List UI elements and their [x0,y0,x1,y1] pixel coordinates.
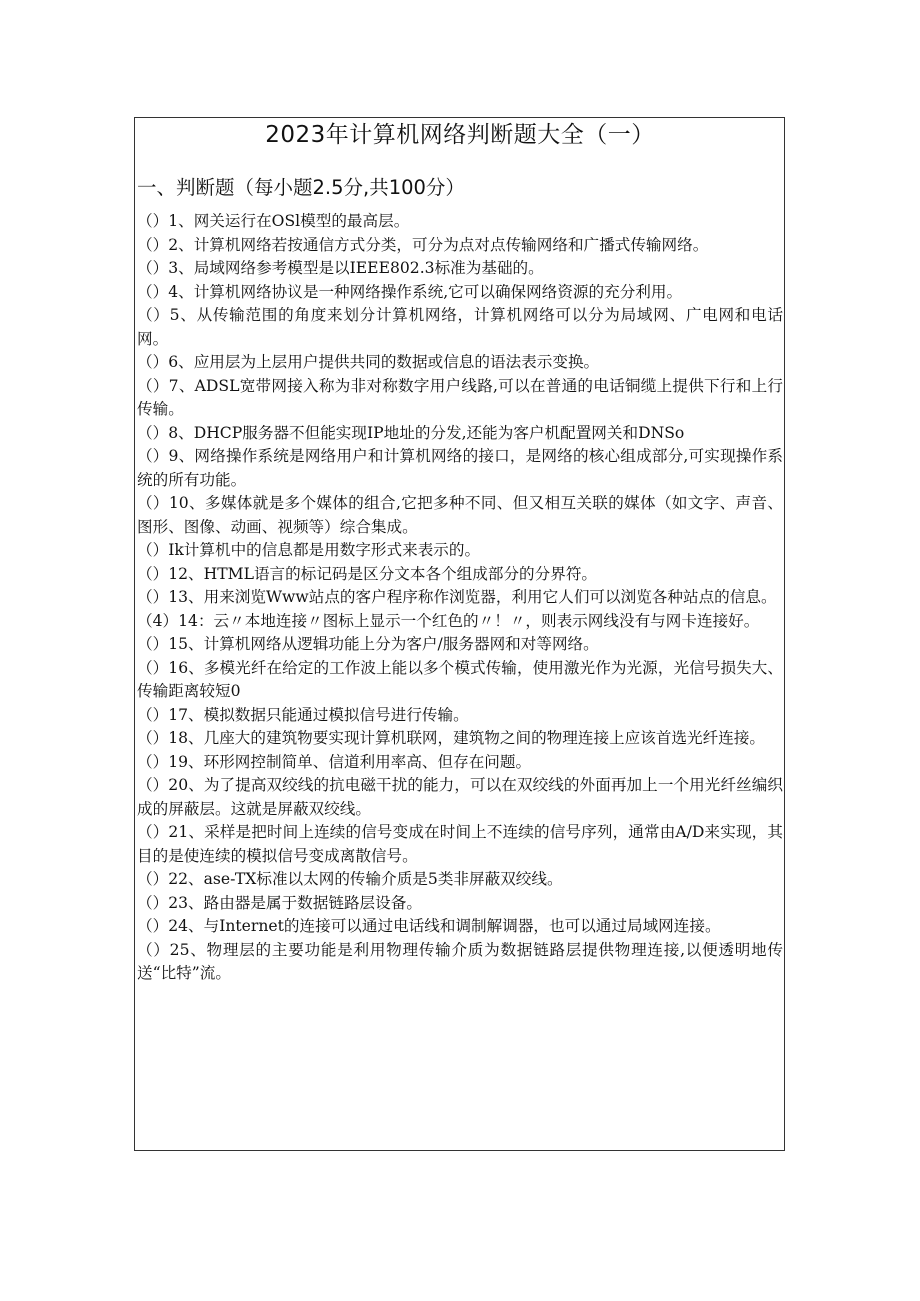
page-title: 2023年计算机网络判断题大全（一） [265,122,655,148]
question-item: （）7、ADSL宽带网接入称为非对称数字用户线路,可以在普通的电话铜缆上提供下行和上行传输。 [137,376,783,418]
question-item: （4）14：云〃本地连接〃图标上显示一个红色的〃！〃，则表示网线没有与网卡连接好。 [137,611,760,630]
question-item: （）9、网络操作系统是网络用户和计算机网络的接口，是网络的核心组成部分,可实现操作系统的所有功能。 [137,447,783,489]
question-item: （）23、路由器是属于数据链路层设备。 [137,893,422,912]
question-item: （）10、多媒体就是多个媒体的组合,它把多种不同、但又相互关联的媒体（如文字、声音、图形、图像、动画、视频等）综合集成。 [137,494,783,536]
question-item: （）22、ase-TX标准以太网的传输介质是5类非屏蔽双绞线。 [137,870,563,888]
question-item: （）20、为了提高双绞线的抗电磁干扰的能力，可以在双绞线的外面再加上一个用光纤丝编织成的屏蔽层。这就是屏蔽双绞线。 [137,776,783,818]
question-item: （）19、环形网控制简单、信道利用率高、但存在问题。 [137,752,532,771]
question-item: （）12、HTML语言的标记码是区分文本各个组成部分的分界符。 [137,564,598,583]
section-heading: 一、判断题（每小题2.5分,共100分） [137,176,465,199]
question-item: （）6、应用层为上层用户提供共同的数据或信息的语法表示变换。 [137,353,600,371]
question-list [137,210,783,986]
question-item: （）18、几座大的建筑物要实现计算机联网，建筑物之间的物理连接上应该首选光纤连接。 [137,729,765,747]
question-item: （）25、物理层的主要功能是利用物理传输介质为数据链路层提供物理连接,以便透明地传送“比特”流。 [137,940,783,982]
question-item: （）4、计算机网络协议是一种网络操作系统,它可以确保网络资源的充分利用。 [137,282,683,301]
question-item: （）Ik计算机中的信息都是用数字形式来表示的。 [137,541,481,559]
question-item: （）1、网关运行在OSl模型的最高层。 [137,212,410,230]
question-item: （）21、采样是把时间上连续的信号变成在时间上不连续的信号序列，通常由A/D来实现，其目的是使连续的模拟信号变成离散信号。 [137,823,783,865]
question-item: （）5、从传输范围的角度来划分计算机网络，计算机网络可以分为局域网、广电网和电话网。 [137,306,783,348]
question-item: （）24、与Internet的连接可以通过电话线和调制解调器，也可以通过局域网连接。 [137,917,721,935]
question-item: （）8、DHCP服务器不但能实现IP地址的分发,还能为客户机配置网关和DNSo [137,423,685,442]
question-item: （）13、用来浏览Www站点的客户程序称作浏览器，利用它人们可以浏览各种站点的信息。 [137,588,777,606]
question-item: （）2、计算机网络若按通信方式分类，可分为点对点传输网络和广播式传输网络。 [137,235,709,254]
question-item: （）3、局域网络参考模型是以IEEE802.3标准为基础的。 [137,259,544,277]
question-item: （）15、计算机网络从逻辑功能上分为客户/服务器网和对等网络。 [137,635,599,653]
question-item: （）16、多模光纤在给定的工作波上能以多个模式传输，使用激光作为光源，光信号损失大、传输距离较短0 [137,658,783,700]
question-item: （）17、模拟数据只能通过模拟信号进行传输。 [137,705,469,724]
